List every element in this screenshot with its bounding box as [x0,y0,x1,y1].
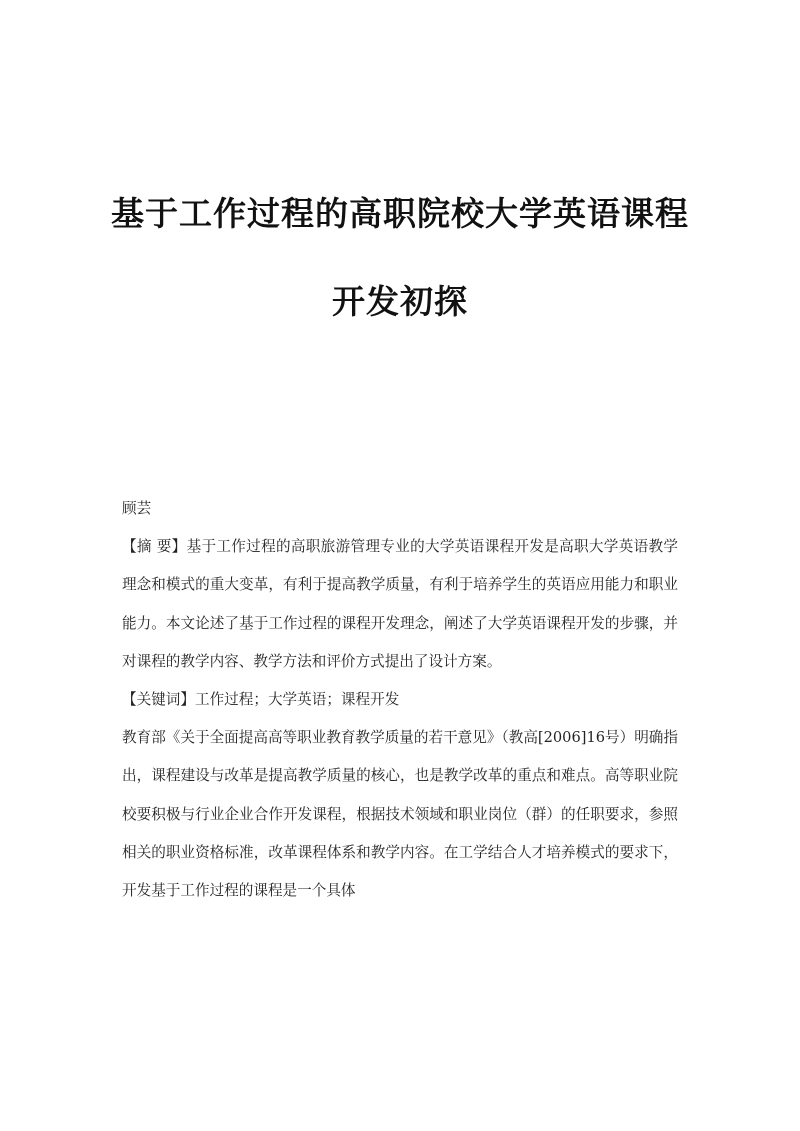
body-paragraph: 教育部《关于全面提高高等职业教育教学质量的若干意见》（教高[2006]16号）明确指出，课程建设与改革是提高教学质量的核心，也是教学改革的重点和难点。高等职业院校要积极与行业企业合作开发课程，根据技术领域和职业岗位（群）的任职要求，参照相关的职业资格标准，改革课程体系和教学内容。在工学结合人才培养模式的要求下，开发基于工作过程的课程是一个具体 [122,729,678,900]
abstract-label: 【摘 要】 [122,538,187,556]
keywords-paragraph [122,681,678,719]
abstract-text: 基于工作过程的高职旅游管理专业的大学英语课程开发是高职大学英语教学理念和模式的重大变革，有利于提高教学质量，有利于培养学生的英语应用能力和职业能力。本文论述了基于工作过程的课程开发理念，阐述了大学英语课程开发的步骤，并对课程的教学内容、教学方法和评价方式提出了设计方案。 [122,538,678,670]
document-title-line-1: 基于工作过程的高职院校大学英语课程 [111,194,689,233]
keywords-text: 工作过程；大学英语；课程开发 [194,691,400,709]
abstract-paragraph [122,528,678,681]
document-content [122,490,678,910]
author-name: 顾芸 [122,500,152,517]
keywords-label: 【关键词】 [122,691,195,709]
document-title-line-2: 开发初探 [332,282,468,321]
